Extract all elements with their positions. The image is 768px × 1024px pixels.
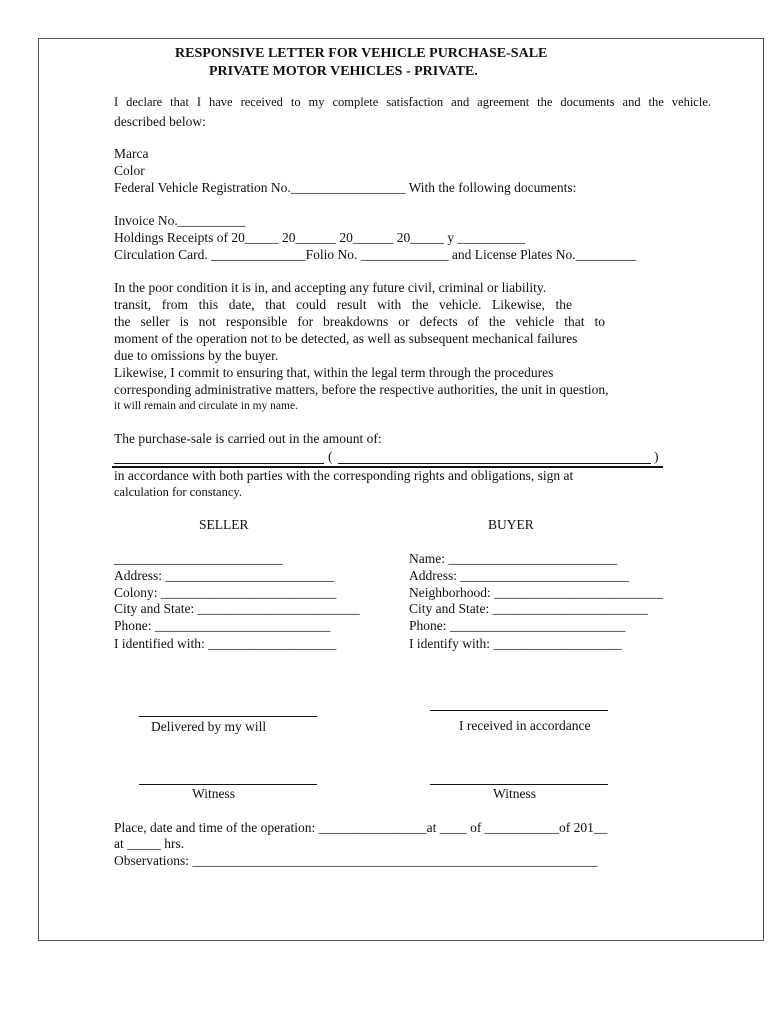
seller-address-field: Address: _________________________	[114, 568, 335, 583]
observations-field: Observations: ____________________________________________________________	[114, 853, 598, 868]
witness-left-caption: Witness	[192, 786, 235, 801]
circulation-card: Circulation Card. ______________Folio No. _____________ and License Plates No._________	[114, 247, 637, 262]
condition-line-3: the seller is not responsible for breakdowns or defects of the vehicle that to	[114, 314, 605, 329]
buyer-city-field: City and State: _______________________	[409, 601, 648, 616]
condition-line-2: transit, from this date, that could result with the vehicle. Likewise, the	[114, 297, 572, 312]
seller-name-field: _________________________	[114, 551, 283, 566]
holdings-receipts: Holdings Receipts of 20_____ 20______ 20______ 20_____ y __________	[114, 230, 525, 245]
time-field: at _____ hrs.	[114, 836, 185, 851]
seller-signature-caption: Delivered by my will	[151, 719, 267, 734]
condition-line-8: it will remain and circulate in my name.	[114, 400, 298, 412]
condition-line-4: moment of the operation not to be detected, as well as subsequent mechanical failures	[114, 331, 578, 346]
amount-close-paren: )	[654, 449, 659, 464]
seller-signature-line	[139, 716, 317, 717]
buyer-phone-field: Phone: __________________________	[409, 618, 626, 633]
seller-heading: SELLER	[199, 517, 249, 532]
condition-line-5: due to omissions by the buyer.	[114, 348, 279, 363]
buyer-address-field: Address: _________________________	[409, 568, 630, 583]
condition-line-1: In the poor condition it is in, and accepting any future civil, criminal or liability.	[114, 280, 547, 295]
amount-open-paren: (	[328, 449, 333, 464]
vehicle-registration: Federal Vehicle Registration No._________________ With the following documents:	[114, 180, 577, 195]
seller-colony-field: Colony: __________________________	[114, 585, 337, 600]
intro-line-2: described below:	[114, 114, 206, 129]
agreement-line-1: in accordance with both parties with the corresponding rights and obligations, sign at	[114, 468, 574, 483]
seller-id-field: I identified with: ___________________	[114, 636, 337, 651]
seller-phone-field: Phone: __________________________	[114, 618, 331, 633]
amount-number-line	[114, 463, 324, 464]
condition-line-6: Likewise, I commit to ensuring that, within the legal term through the procedures	[114, 365, 554, 380]
vehicle-brand: Marca	[114, 146, 149, 161]
condition-line-7: corresponding administrative matters, before the respective authorities, the unit in question,	[114, 382, 609, 397]
buyer-signature-caption: I received in accordance	[459, 718, 591, 733]
witness-left-line	[139, 784, 317, 785]
invoice-number: Invoice No.__________	[114, 213, 246, 228]
buyer-id-field: I identify with: ___________________	[409, 636, 622, 651]
agreement-line-2: calculation for constancy.	[114, 485, 242, 499]
buyer-heading: BUYER	[488, 517, 534, 532]
vehicle-color: Color	[114, 163, 145, 178]
intro-line-1: I declare that I have received to my complete satisfaction and agreement the documents and the vehicle.	[114, 95, 711, 109]
amount-words-line	[338, 463, 651, 464]
witness-right-line	[430, 784, 608, 785]
document-title: RESPONSIVE LETTER FOR VEHICLE PURCHASE-SALE	[175, 46, 548, 61]
place-date-field: Place, date and time of the operation: ________________at ____ of ___________of 201__	[114, 820, 608, 835]
buyer-signature-line	[430, 710, 608, 711]
document-subtitle: PRIVATE MOTOR VEHICLES - PRIVATE.	[209, 64, 478, 79]
buyer-name-field: Name: _________________________	[409, 551, 618, 566]
witness-right-caption: Witness	[493, 786, 536, 801]
seller-city-field: City and State: ________________________	[114, 601, 360, 616]
amount-label: The purchase-sale is carried out in the amount of:	[114, 431, 382, 446]
buyer-neighborhood-field: Neighborhood: _________________________	[409, 585, 663, 600]
